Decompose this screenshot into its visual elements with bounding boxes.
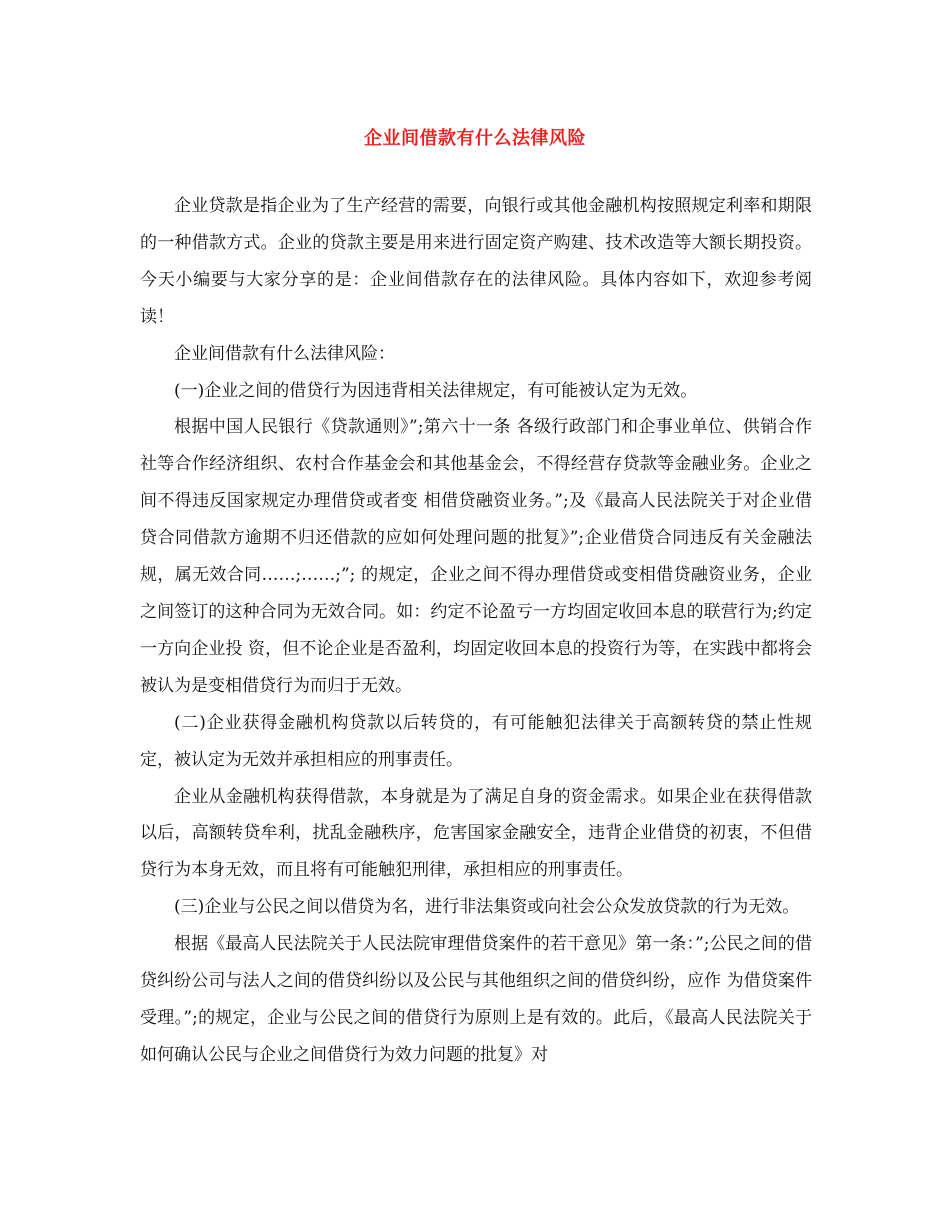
paragraph-point-two-detail: 企业从金融机构获得借款，本身就是为了满足自身的资金需求。如果企业在获得借款以后，高额转贷牟利，扰乱金融秩序，危害国家金融安全，违背企业借贷的初衷，不但借贷行为本身无效，而且将有可能触犯刑律，承担相应的刑事责任。 — [140, 786, 812, 881]
paragraph-point-three: (三)企业与公民之间以借贷为名，进行非法集资或向社会公众发放贷款的行为无效。 — [174, 897, 800, 918]
paragraph-intro: 企业贷款是指企业为了生产经营的需要，向银行或其他金融机构按照规定利率和期限的一种借款方式。企业的贷款主要是用来进行固定资产购建、技术改造等大额长期投资。今天小编要与大家分享的是：企业间借款存在的法律风险。具体内容如下，欢迎参考阅读！ — [140, 196, 812, 327]
document-title: 企业间借款有什么法律风险 — [364, 128, 586, 149]
document-body — [140, 188, 812, 1074]
paragraph-point-two: (二)企业获得金融机构贷款以后转贷的，有可能触犯法律关于高额转贷的禁止性规定，被认定为无效并承担相应的刑事责任。 — [140, 712, 812, 770]
paragraph-point-three-detail: 根据《最高人民法院关于人民法院审理借贷案件的若干意见》第一条：”;公民之间的借贷纠纷公司与法人之间的借贷纠纷以及公民与其他组织之间的借贷纠纷，应作 为借贷案件受理。”;的规定，企业与公民之间的借贷行为原则上是有效的。此后，《最高人民法院关于如何确认公民与企业之间借贷行为效力问题的批复》对 — [140, 934, 812, 1065]
paragraph-point-one: (一)企业之间的借贷行为因违背相关法律规定，有可能被认定为无效。 — [174, 380, 698, 401]
paragraph-point-one-detail: 根据中国人民银行《贷款通则》”;第六十一条 各级行政部门和企事业单位、供销合作社等合作经济组织、农村合作基金会和其他基金会，不得经营存贷款等金融业务。企业之间不得违反国家规定办理借贷或者变 相借贷融资业务。”;及《最高人民法院关于对企业借贷合同借款方逾期不归还借款的应如何处理问题的批复》”;企业借贷合同违反有关金融法规，属无效合同……;……;”; 的规定，企业之间不得办理借贷或变相借贷融资业务，企业之间签订的这种合同为无效合同。如：约定不论盈亏一方均固定收回本息的联营行为;约定一方向企业投 资，但不论企业是否盈利，均固定收回本息的投资行为等，在实践中都将会被认为是变相借贷行为而归于无效。 — [140, 417, 812, 696]
paragraph-heading-risks: 企业间借款有什么法律风险： — [174, 343, 395, 364]
